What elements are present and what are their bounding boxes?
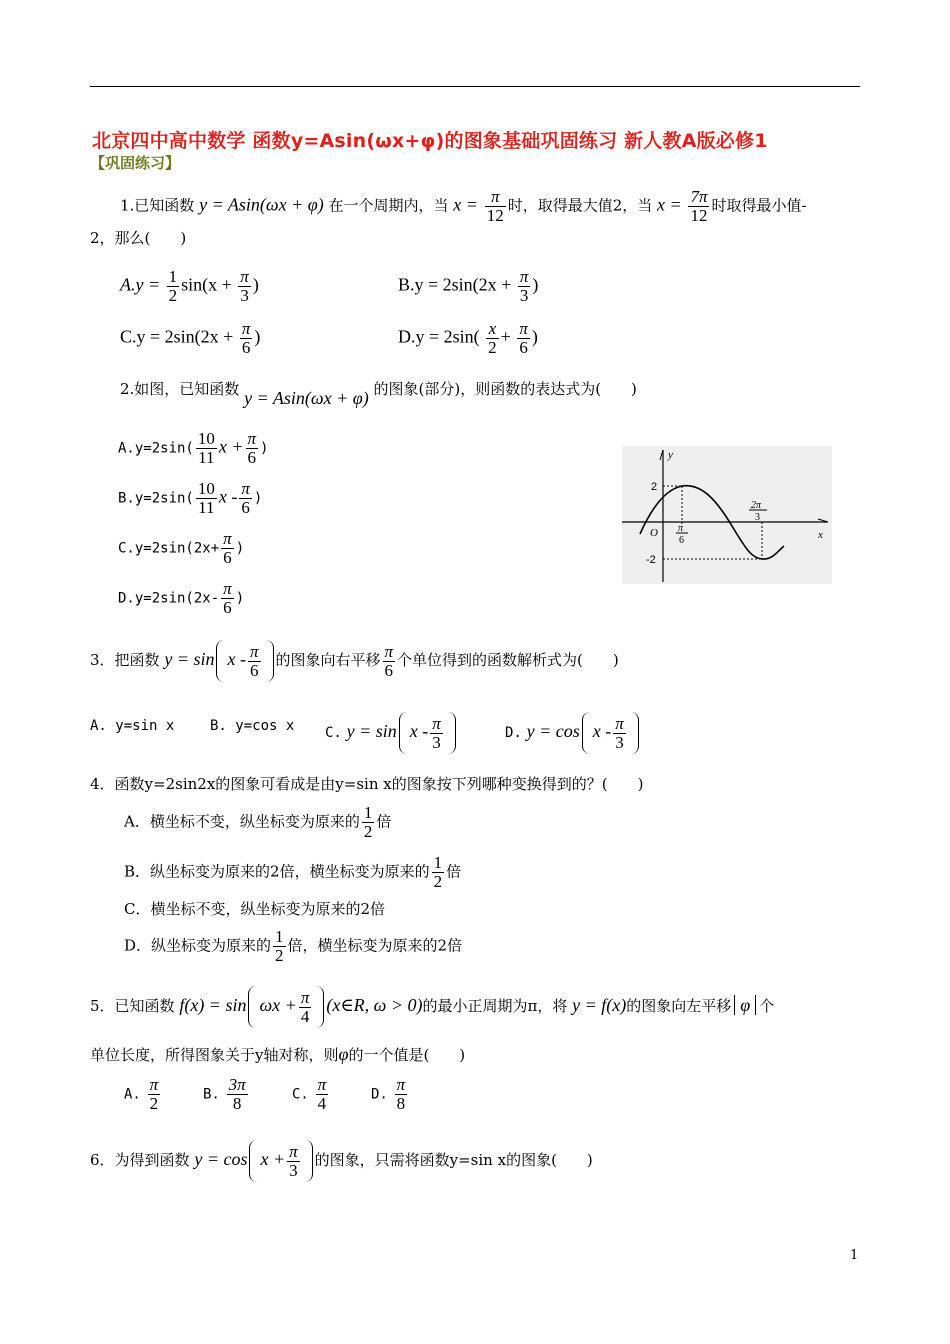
question-3: 3．把函数 y = sin x - $\frac{\pi}{6}$ 的图象向右平移 $\frac{\pi}{6}$ 个单位得到的函数解析式为( ) [90, 640, 619, 682]
q2-expr: y = Asin(ωx + φ) [244, 388, 369, 408]
question-1 [120, 188, 807, 225]
q2-option-c: C.y=2sin(2x+ $\frac{\pi}{6}$ ) [118, 529, 245, 567]
graph-ymax: 2 [651, 481, 658, 493]
page-title: 北京四中高中数学 函数y=Asin(ωx+φ)的图象基础巩固练习 新人教A版必修1 [92, 130, 768, 152]
q1-line-2: 2，那么( ) [90, 229, 187, 247]
q4-option-d: D．纵坐标变为原来的 $\frac{1}{2}$ 倍，横坐标变为原来的2倍 [124, 927, 463, 965]
q3-option-c: C. y = sin x - $\frac{\pi}{3}$ [325, 712, 458, 754]
q5-option-a: A. $\frac{\pi}{2}$ [124, 1075, 159, 1113]
section-heading: 【巩固练习】 [90, 154, 181, 172]
q1-x: x = [453, 194, 478, 215]
q1-expr: y = Asin(ωx + φ) [199, 194, 324, 215]
graph-x-label: x [818, 529, 823, 541]
question-6: 6．为得到函数 y = cos x + $\frac{\pi}{3}$ 的图象，只需将函数y=sin x的图象( ) [90, 1140, 593, 1182]
question-5: 5．已知函数 f(x) = sin ωx + $\frac{\pi}{4}$ (x∈R, ω > 0)的最小正周期为π，将 y = f(x)的图象向左平移 φ 个 [90, 986, 774, 1028]
graph-x1-den: 6 [679, 535, 684, 546]
q2-option-d: D.y=2sin(2x- $\frac{\pi}{6}$ ) [118, 579, 245, 617]
q1-x-2: x = [657, 194, 682, 215]
question-2: 2.如图，已知函数 y = Asin(ωx + φ) 的图象(部分)，则函数的表达式为( ) [120, 380, 637, 408]
q5-line-2: 单位长度，所得图象关于y轴对称，则φ的一个值是( ) [90, 1044, 466, 1064]
q1-frac-2: $\frac{7\pi}{12}$ [690, 187, 708, 225]
q1-lead: 1.已知函数 [120, 196, 195, 215]
graph-x1-num: π [678, 523, 684, 534]
question-4: 4．函数y=2sin2x的图象可看成是由y=sin x的图象按下列哪种变换得到的？( ) [90, 775, 644, 793]
header-rule [90, 86, 860, 87]
q1-option-c: C.y = 2sin(2x + $\frac{\pi}{6}$ ) [120, 319, 261, 357]
q3-option-d: D. y = cos x - $\frac{\pi}{3}$ [505, 712, 641, 754]
graph-origin: O [650, 527, 658, 539]
q5-option-d: D. $\frac{\pi}{8}$ [371, 1075, 406, 1113]
q2-option-b: B.y=2sin( $\frac{10}{11}$ x - $\frac{\pi}{6}$ ) [118, 479, 263, 517]
q1-option-a: A.y = $\frac{1}{2}$ sin(x + $\frac{\pi}{3}$ ) [120, 267, 259, 305]
sine-graph [622, 446, 832, 584]
q1-text-2: 时，取得最大值2，当 [507, 196, 653, 215]
graph-y-label: y [668, 449, 673, 461]
q3-option-a: A. y=sin x [90, 718, 175, 734]
q4-option-b: B．纵坐标变为原来的2倍，横坐标变为原来的 $\frac{1}{2}$ 倍 [124, 853, 462, 891]
q3-option-b: B. y=cos x [210, 718, 295, 734]
graph-x2-den: 3 [755, 512, 760, 523]
q4-option-a: A．横坐标不变，纵坐标变为原来的 $\frac{1}{2}$ 倍 [124, 803, 392, 841]
graph-x2-num: 2π [751, 500, 762, 511]
page-number: 1 [850, 1248, 859, 1263]
q4-option-c: C．横坐标不变，纵坐标变为原来的2倍 [124, 900, 386, 918]
q1-option-b: B.y = 2sin(2x + $\frac{\pi}{3}$ ) [398, 267, 539, 305]
q1-text: 在一个周期内，当 [328, 196, 449, 215]
q1-option-d: D.y = 2sin( $\frac{x}{2}$ + $\frac{\pi}{6}$ ) [398, 319, 538, 357]
q5-option-b: B. $\frac{3\pi}{8}$ [203, 1075, 246, 1113]
graph-ymin: -2 [646, 554, 656, 566]
q2-option-a: A.y=2sin( $\frac{10}{11}$ x + $\frac{\pi}{6}$ ) [118, 429, 269, 467]
q1-text-3: 时取得最小值- [711, 196, 807, 215]
q5-option-c: C. $\frac{\pi}{4}$ [292, 1075, 327, 1113]
q1-frac-1: $\frac{\pi}{12}$ [486, 187, 504, 225]
